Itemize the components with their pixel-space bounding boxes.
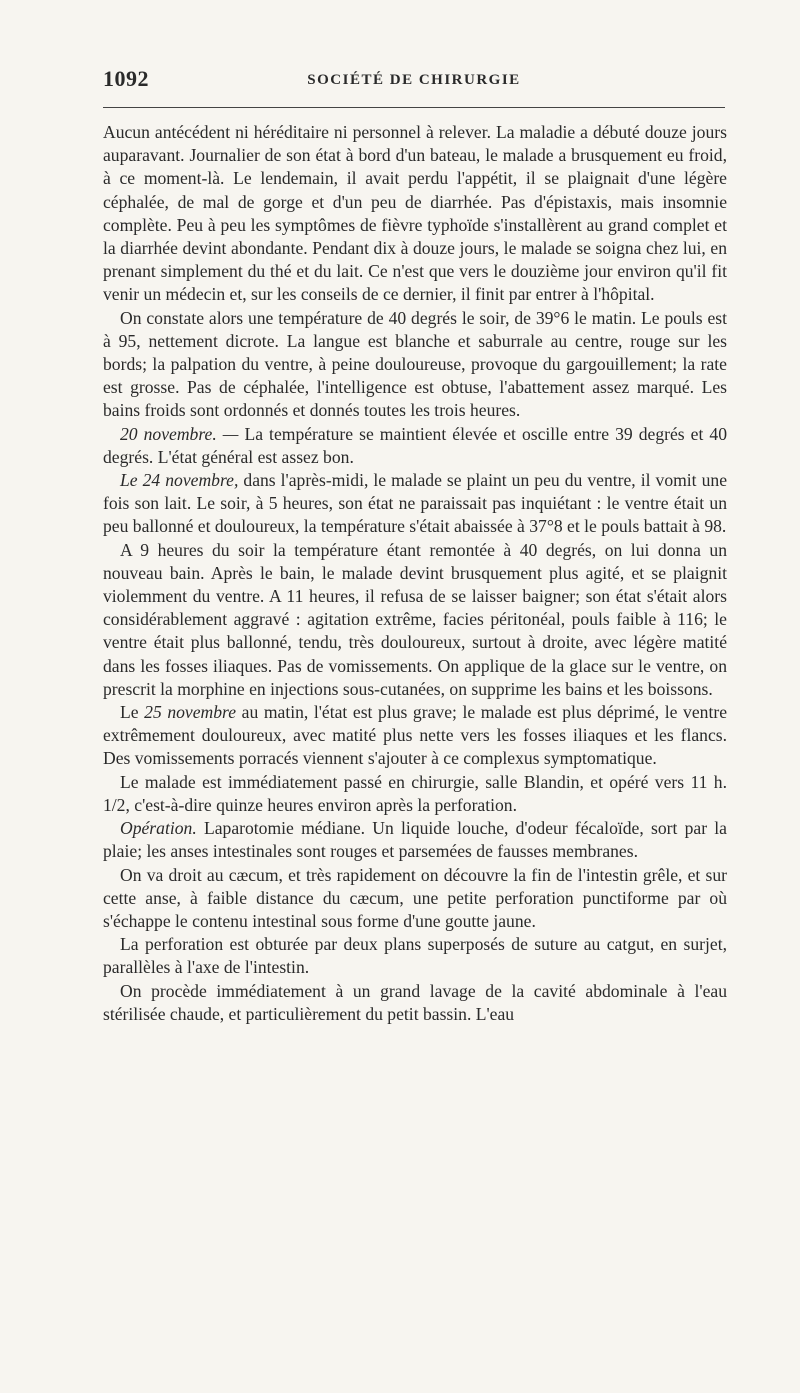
page-number: 1092 <box>103 66 149 91</box>
paragraph: Le malade est immédiatement passé en chirurgie, salle Blandin, et opéré vers 11 h. 1/2, c'est-à-dire quinze heures environ après la perforation. <box>103 771 727 815</box>
header-rule <box>103 107 725 108</box>
paragraph: On va droit au cæcum, et très rapidement on découvre la fin de l'intestin grêle, et sur cette anse, à faible distance du cæcum, une petite perforation punctiforme par où s'échappe le contenu intestinal sous forme d'une goutte jaune. <box>103 864 727 931</box>
paragraph: Opération. Laparotomie médiane. Un liquide louche, d'odeur fécaloïde, sort par la plaie; les anses intestinales sont rouges et parsemées de fausses membranes. <box>103 818 727 862</box>
paragraph: Le 24 novembre, dans l'après-midi, le malade se plaint un peu du ventre, il vomit une fois son lait. Le soir, à 5 heures, son état ne paraissait pas inquiétant : le ventre était un peu ballonné et douloureux, la température s'était abaissée à 37°8 et le pouls battait à 98. <box>103 470 728 537</box>
paragraph: On procède immédiatement à un grand lavage de la cavité abdominale à l'eau stérilisée chaude, et particulièrement du petit bassin. L'eau <box>103 980 727 1024</box>
date-lead: 25 novembre <box>144 702 237 723</box>
date-lead: Le 24 novembre, <box>120 470 239 491</box>
paragraph: 20 novembre. — La température se maintient élevée et oscille entre 39 degrés et 40 degrés. L'état général est assez bon. <box>103 423 728 467</box>
paragraph: Aucun antécédent ni héréditaire ni personnel à relever. La maladie a débuté douze jours auparavant. Journalier de son état à bord d'un bateau, le malade a brusquement eu froid, à ce moment-là. Le lendemain, il avait perdu l'appétit, il se plaignait d'une légère céphalée, de mal de gorge et d'un peu de diarrhée. Pas d'épistaxis, mais insomnie complète. Peu à peu les symptômes de fièvre typhoïde s'installèrent au grand complet et la diarrhée devint abondante. Pendant dix à douze jours, le malade se soigna chez lui, en prenant simplement du thé et du lait. Ce n'est que vers le douzième jour environ qu'il fit venir un médecin et, sur les conseils de ce dernier, il finit par entrer à l'hôpital. <box>103 122 727 305</box>
date-lead: 20 novembre. — <box>120 423 239 444</box>
paragraph: A 9 heures du soir la température étant remontée à 40 degrés, on lui donna un nouveau bain. Après le bain, le malade devint brusquement plus agité, et se plaignit violemment du ventre. A 11 heures, il refusa de se laisser baigner; son état s'était alors considérablement aggravé : agitation extrême, facies péritonéal, pouls faible à 116; le ventre était plus ballonné, tendu, très douloureux, surtout à droite, avec légère matité dans les fosses iliaques. Pas de vomissements. On applique de la glace sur le ventre, on prescrit la morphine en injections sous-cutanées, on supprime les bains et les boissons. <box>103 539 727 699</box>
paragraph: Le 25 novembre au matin, l'état est plus grave; le malade est plus déprimé, le ventre extrêmement douloureux, avec matité plus nette vers les fosses iliaques et les flancs. Des vomissements porracés viennent s'ajouter à ce complexus symptomatique. <box>103 702 728 769</box>
body-text <box>103 121 727 1026</box>
page-header <box>103 66 725 106</box>
paragraph: La perforation est obturée par deux plans superposés de suture au catgut, en surjet, parallèles à l'axe de l'intestin. <box>103 934 727 978</box>
section-lead: Opération. <box>120 818 197 839</box>
paragraph: On constate alors une température de 40 degrés le soir, de 39°6 le matin. Le pouls est à 95, nettement dicrote. La langue est blanche et saburrale au centre, rouge sur les bords; la palpation du ventre, à peine douloureuse, provoque du gargouillement; la rate est grosse. Pas de céphalée, l'intelligence est obtuse, l'abattement assez marqué. Les bains froids sont ordonnés et donnés toutes les trois heures. <box>103 307 727 421</box>
running-title: SOCIÉTÉ DE CHIRURGIE <box>307 72 521 88</box>
